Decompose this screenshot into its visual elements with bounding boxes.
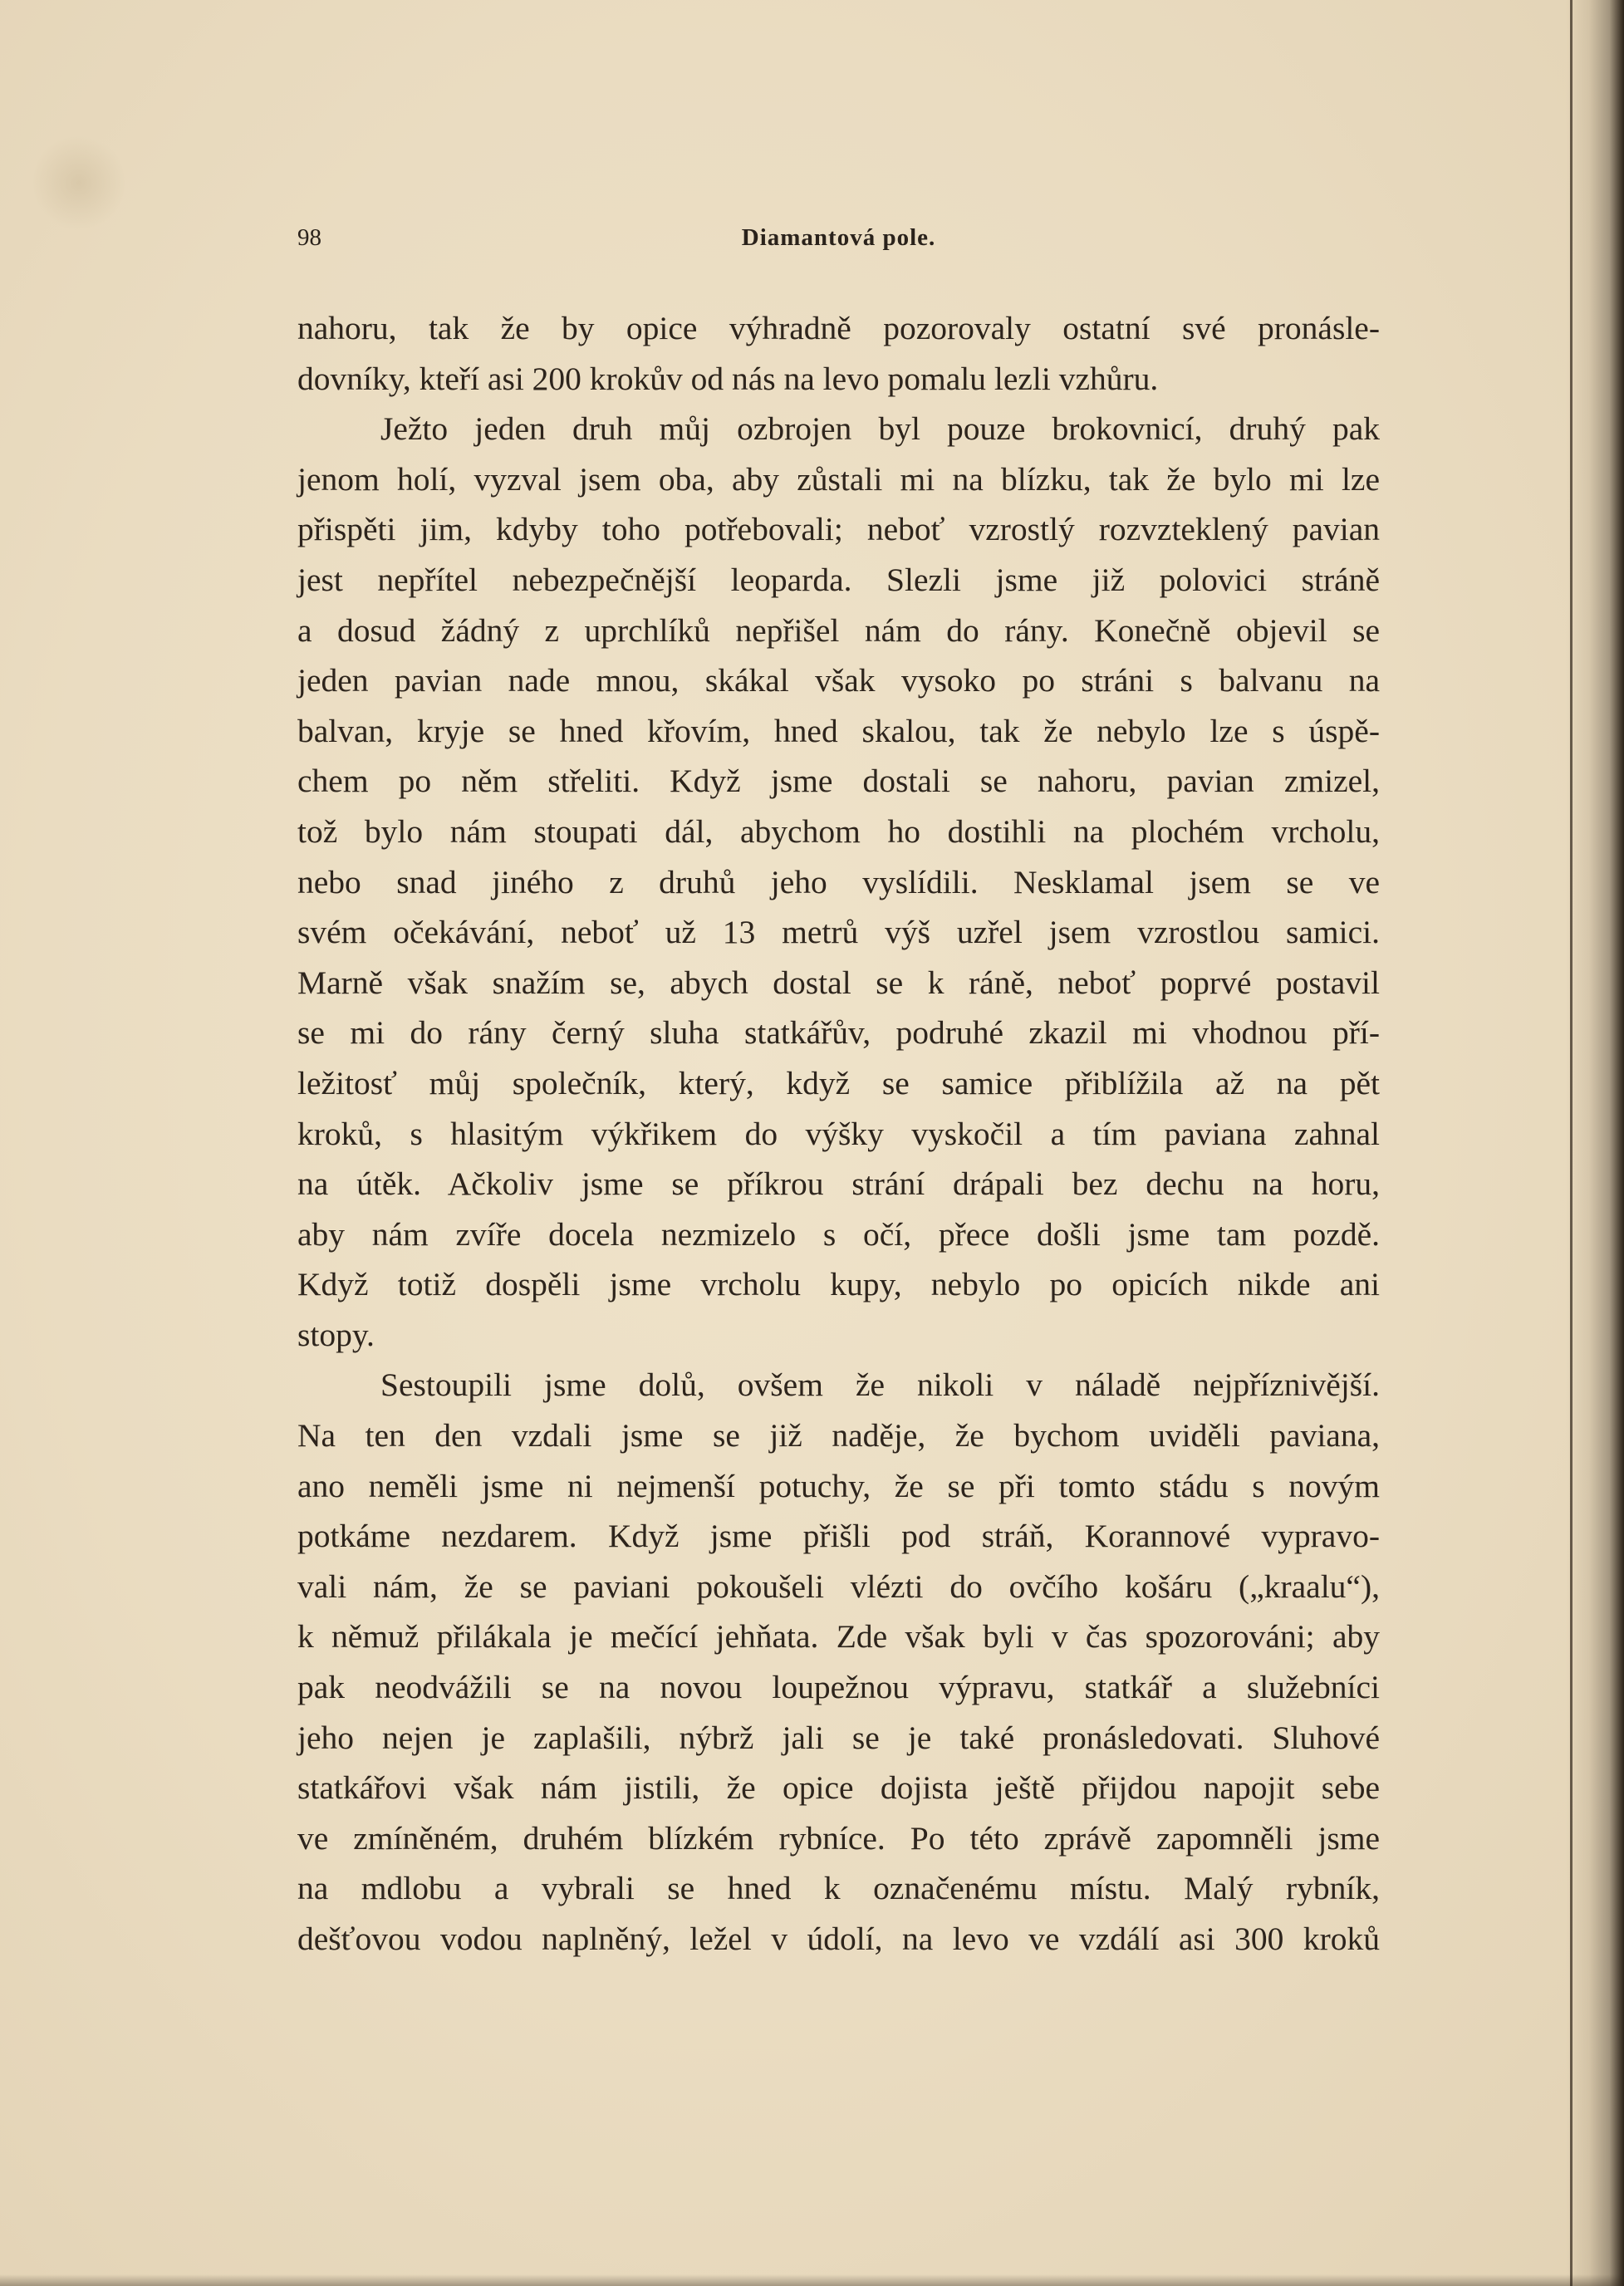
text-line: k němuž přilákala je mečící jehňata. Zde však byli v čas spozorováni; aby <box>297 1618 1380 1656</box>
text-line: aby nám zvíře docela nezmizelo s očí, přece došli jsme tam pozdě. <box>297 1215 1380 1253</box>
text-line: potkáme nezdarem. Když jsme přišli pod stráň, Korannové vypravo- <box>297 1518 1380 1555</box>
text-line: dešťovou vodou naplněný, ležel v údolí, na levo ve vzdálí asi 300 kroků <box>297 1921 1380 1957</box>
paper-stain <box>33 133 125 233</box>
text-line: přispěti jim, kdyby toho potřebovali; neboť vzrostlý rozvzteklený pavian <box>297 511 1380 548</box>
page-bottom-edge <box>0 2274 1624 2286</box>
text-line: Marně však snažím se, abych dostal se k ráně, neboť poprvé postavil <box>297 964 1380 1001</box>
page-header <box>297 224 1380 258</box>
text-line: Na ten den vzdali jsme se již naděje, že bychom uviděli paviana, <box>297 1417 1380 1455</box>
text-line: vali nám, že se paviani pokoušeli vlézti do ovčího košáru („kraalu“), <box>297 1567 1380 1605</box>
text-line: Když totiž dospěli jsme vrcholu kupy, nebylo po opicích nikde ani <box>297 1266 1380 1303</box>
text-line: nahoru, tak že by opice výhradně pozorovaly ostatní své pronásle- <box>297 310 1380 346</box>
running-title: Diamantová pole. <box>741 224 936 251</box>
text-line: stopy. <box>297 1316 375 1353</box>
body-text <box>297 303 1380 1965</box>
text-line: svém očekávání, neboť už 13 metrů výš uzřel jsem vzrostlou samici. <box>297 914 1380 951</box>
text-line: jeho nejen je zaplašili, nýbrž jali se je také pronásledovati. Sluhové <box>297 1719 1380 1756</box>
text-line: statkářovi však nám jistili, že opice dojista ještě přijdou napojit sebe <box>297 1769 1380 1807</box>
text-line: ve zmíněném, druhém blízkém rybníce. Po této zprávě zapomněli jsme <box>297 1819 1380 1857</box>
text-line: se mi do rány černý sluha statkářův, podruhé zkazil mi vhodnou pří- <box>297 1014 1380 1052</box>
text-line: jenom holí, vyzval jsem oba, aby zůstali mi na blízku, tak že bylo mi lze <box>297 460 1380 498</box>
text-line: kroků, s hlasitým výkřikem do výšky vyskočil a tím paviana zahnal <box>297 1115 1380 1152</box>
text-line: Ježto jeden druh můj ozbrojen byl pouze brokovnicí, druhý pak <box>380 410 1380 448</box>
page-number: 98 <box>297 224 321 251</box>
text-line: balvan, kryje se hned křovím, hned skalou, tak že nebylo lze s úspě- <box>297 712 1380 749</box>
text-line: pak neodvážili se na novou loupežnou výpravu, statkář a služebníci <box>297 1669 1380 1706</box>
book-binding-edge <box>1566 0 1624 2286</box>
text-line: ležitosť můj společník, který, když se samice přiblížila až na pět <box>297 1064 1380 1101</box>
text-line: Sestoupili jsme dolů, ovšem že nikoli v náladě nejpříznivější. <box>380 1366 1380 1404</box>
text-line: jest nepřítel nebezpečnější leoparda. Slezli jsme již polovici stráně <box>297 561 1380 598</box>
text-line: chem po něm střeliti. Když jsme dostali se nahoru, pavian zmizel, <box>297 763 1380 800</box>
text-line: tož bylo nám stoupati dál, abychom ho dostihli na plochém vrcholu, <box>297 812 1380 850</box>
text-line: na útěk. Ačkoliv jsme se příkrou strání drápali bez dechu na horu, <box>297 1165 1380 1203</box>
text-line: dovníky, kteří asi 200 krokův od nás na levo pomalu lezli vzhůru. <box>297 360 1159 397</box>
text-line: a dosud žádný z uprchlíků nepřišel nám do rány. Konečně objevil se <box>297 611 1380 649</box>
text-line: nebo snad jiného z druhů jeho vyslídili. Nesklamal jsem se ve <box>297 863 1380 900</box>
text-line: na mdlobu a vybrali se hned k označenému místu. Malý rybník, <box>297 1870 1380 1907</box>
binding-line <box>1570 0 1572 2286</box>
text-line: ano neměli jsme ni nejmenší potuchy, že se při tomto stádu s novým <box>297 1467 1380 1504</box>
text-line: jeden pavian nade mnou, skákal však vysoko po stráni s balvanu na <box>297 662 1380 699</box>
